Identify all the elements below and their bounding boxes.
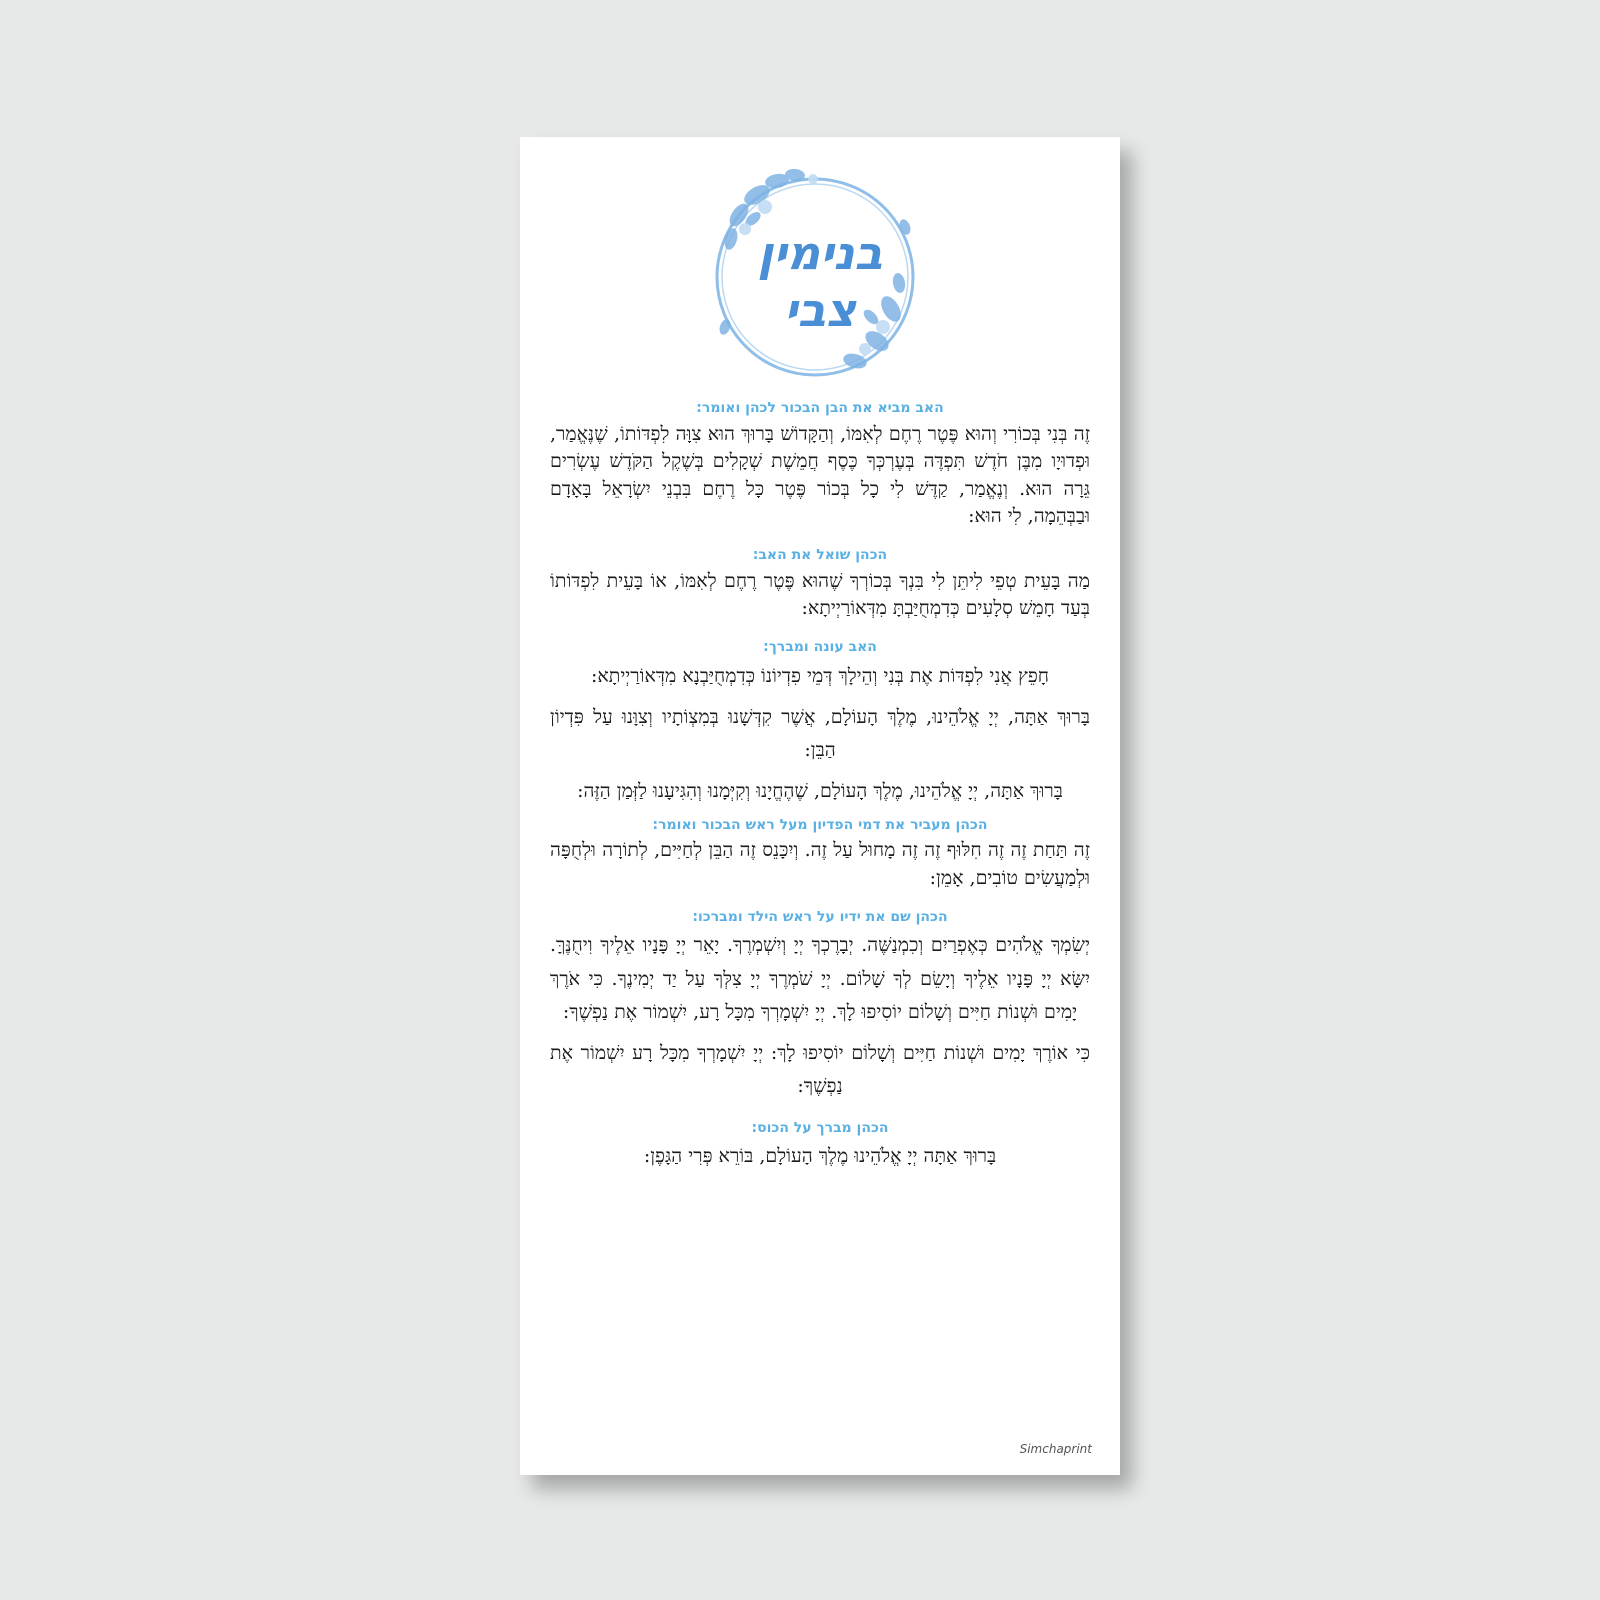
section-paragraph: זֶה תַּחַת זֶה זֶה חִלּוּף זֶה זֶה מָחוּל עַל זֶה. וְיִכָּנֵס זֶה הַבֵּן לְחַיִּים, לְתוֹרָה וּלְחֻפָּה וּלְמַעֲשִׂים טוֹבִים, אָמֵן:: [550, 839, 1090, 890]
ceremony-text: [550, 400, 1090, 1182]
section-paragraph: בָּרוּךְ אַתָּה יְיָ אֱלֹהֵינוּ מֶלֶךְ הָעוֹלָם, בּוֹרֵא פְּרִי הַגָּפֶן:: [643, 1145, 997, 1168]
section-paragraph: זֶה בְּנִי בְּכוֹרִי וְהוּא פֶּטֶר רֶחֶם לְאִמּוֹ, וְהַקָּדוֹשׁ בָּרוּךְ הוּא צִוָּה לִפְדּוֹתוֹ, שֶׁנֶּאֱמַר, וּפְדוּיָו מִבֶּן חֹדֶשׁ תִּפְדֶּה בְּעֶרְכְּךָ כֶּסֶף חֲמֵשֶׁת שְׁקָלִים בְּשֶׁקֶל הַקֹּדֶשׁ עֶשְׂרִים גֵּרָה הוּא. וְנֶאֱמַר, קַדֶּשׁ לִי כָל בְּכוֹר פֶּטֶר כָּל רֶחֶם בִּבְנֵי יִשְׂרָאֵל בָּאָדָם וּבַבְּהֵמָה, לִי הוּא:: [550, 422, 1090, 528]
section-heading: הכהן שואל את האב:: [752, 546, 888, 563]
section-paragraph: בָּרוּךְ אַתָּה, יְיָ אֱלֹהֵינוּ, מֶלֶךְ הָעוֹלָם, שֶׁהֶחֱיָנוּ וְקִיְּמָנוּ וְהִגִּיעָנוּ לַזְּמַן הַזֶּה:: [577, 780, 1063, 803]
section-heading: הכהן מברך על הכוס:: [751, 1119, 889, 1136]
brand-logo-text: Simchaprint: [1019, 1442, 1092, 1456]
brand-logo: [1020, 1442, 1092, 1463]
child-name-first: בנימין: [757, 226, 883, 280]
pidyon-haben-card: [520, 137, 1120, 1475]
section-heading: הכהן שם את ידיו על ראש הילד ומברכו:: [692, 908, 948, 925]
section-paragraph: חָפֵץ אֲנִי לִפְדּוֹת אֶת בְּנִי וְהֵילָךְ דְּמֵי פִדְיוֹנוֹ כְּדִמְחֻיַּבְנָא מִדְּאוֹרַיְיתָא:: [590, 664, 1050, 687]
section-paragraph: יְשִׂמְךָ אֱלֹהִים כְּאֶפְרַיִם וְכִמְנַשֶּׁה. יְבָרֶכְךָ יְיָ וְיִשְׁמְרֶךָ. יָאֵר יְיָ פָּנָיו אֵלֶיךָ וִיחֻנֶּךָּ. יִשָּׂא יְיָ פָּנָיו אֵלֶיךָ וְיָשֵׂם לְךָ שָׁלוֹם. יְיָ שֹׁמְרֶךָ יְיָ צִלְּךָ עַל יַד יְמִינֶךָ. כִּי אֹרֶךְ יָמִים וּשְׁנוֹת חַיִּים וְשָׁלוֹם יוֹסִיפוּ לָךְ. יְיָ יִשְׁמָרְךָ מִכָּל רָע, יִשְׁמוֹר אֶת נַפְשֶׁךָ:: [550, 934, 1090, 1023]
section-heading: הכהן מעביר את דמי הפדיון מעל ראש הבכור ואומר:: [652, 816, 988, 833]
section-paragraph: בָּרוּךְ אַתָּה, יְיָ אֱלֹהֵינוּ, מֶלֶךְ הָעוֹלָם, אֲשֶׁר קִדְּשָׁנוּ בְּמִצְוֹתָיו וְצִוָּנוּ עַל פִּדְיוֹן הַבֵּן:: [550, 705, 1090, 762]
section-heading: האב מביא את הבן הבכור לכהן ואומר:: [696, 400, 944, 416]
section-heading: האב עונה ומברך:: [763, 638, 877, 655]
child-name-second: צבי: [784, 283, 856, 337]
brand-logo-tagline: [1020, 1456, 1092, 1463]
section-paragraph: מַה בָּעֵית טְפֵי לִיתֵּן לִי בִּנְךָ בְּכוֹרְךָ שֶׁהוּא פֶּטֶר רֶחֶם לְאִמּוֹ, אוֹ בָּעֵית לִפְדּוֹתוֹ בְּעַד חָמֵשׁ סְלָעִים כְּדִמְחֻיַּבְתָּ מִדְּאוֹרַיְיתָא:: [550, 569, 1090, 620]
section-paragraph: כִּי אוֹרֶךְ יָמִים וּשְׁנוֹת חַיִּים וְשָׁלוֹם יוֹסִיפוּ לָךְ: יְיָ יִשְׁמָרְךָ מִכָּל רָע יִשְׁמוֹר אֶת נַפְשֶׁךָ:: [550, 1042, 1090, 1098]
